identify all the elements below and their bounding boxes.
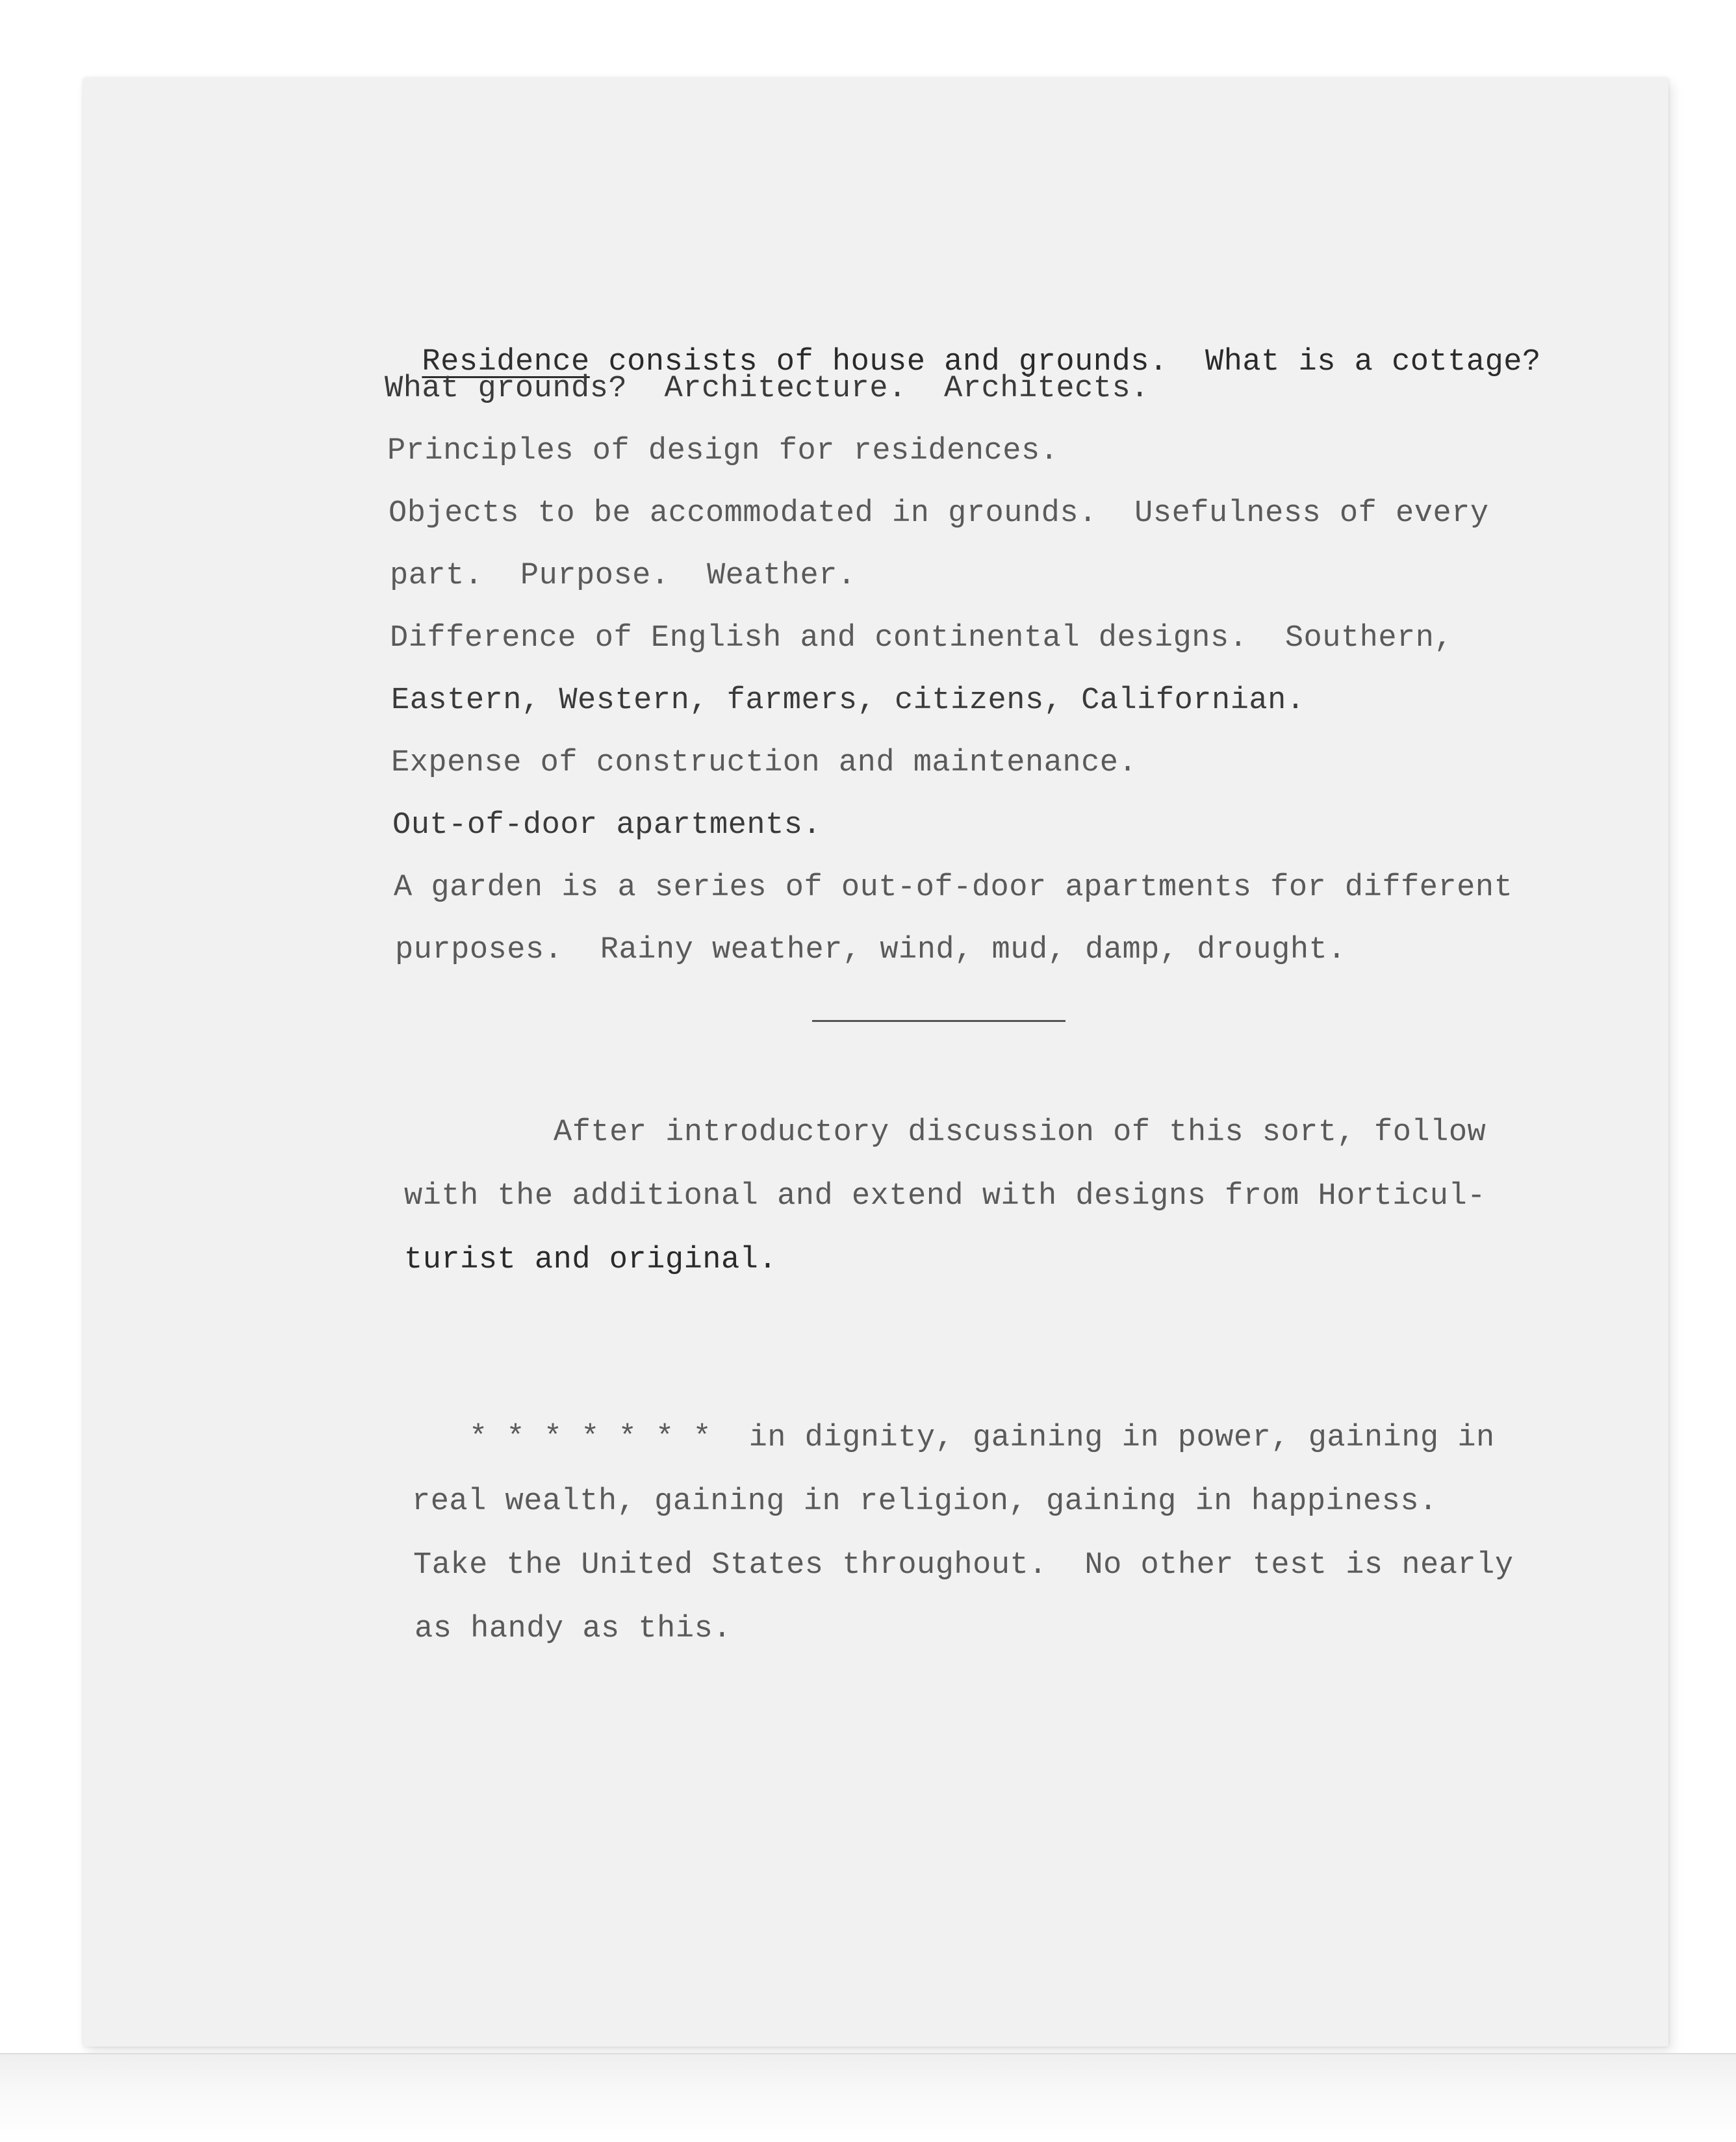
text-line-8: Expense of construction and maintenance. [391, 746, 1138, 780]
scanner-bed-edge [0, 2053, 1736, 2142]
section-divider [812, 1020, 1066, 1022]
paragraph-3-line-2: real wealth, gaining in religion, gaining in happiness. [412, 1485, 1438, 1519]
text-line-6: Difference of English and continental designs. Southern, [390, 621, 1453, 656]
paragraph-3-line-3: Take the United States throughout. No other test is nearly [413, 1548, 1514, 1583]
text-line-5: part. Purpose. Weather. [390, 559, 856, 593]
text-line-4: Objects to be accommodated in grounds. Usefulness of every [389, 496, 1489, 531]
text-line-1-rest: consists of house and grounds. What is a cottage? [589, 345, 1541, 379]
text-line-9: Out-of-door apartments. [392, 808, 822, 843]
text-line-3: Principles of design for residences. [387, 434, 1059, 468]
paragraph-2-line-3: turist and original. [404, 1243, 778, 1277]
text-line-2: What grounds? Architecture. Architects. [385, 372, 1149, 406]
text-line-1 [385, 308, 1541, 381]
text-line-11: purposes. Rainy weather, wind, mud, damp, drought. [395, 933, 1346, 967]
paragraph-3-line-4: as handy as this. [415, 1612, 732, 1646]
paragraph-3-line-1: * * * * * * * in dignity, gaining in power, gaining in [469, 1421, 1495, 1455]
paragraph-2-line-2: with the additional and extend with designs from Horticul- [404, 1179, 1486, 1214]
paragraph-2-line-1: After introductory discussion of this sort, follow [554, 1116, 1487, 1150]
text-line-7: Eastern, Western, farmers, citizens, Californian. [391, 683, 1305, 718]
heading-word-residence: Residence [422, 345, 590, 379]
text-line-10: A garden is a series of out-of-door apartments for different [394, 871, 1513, 905]
